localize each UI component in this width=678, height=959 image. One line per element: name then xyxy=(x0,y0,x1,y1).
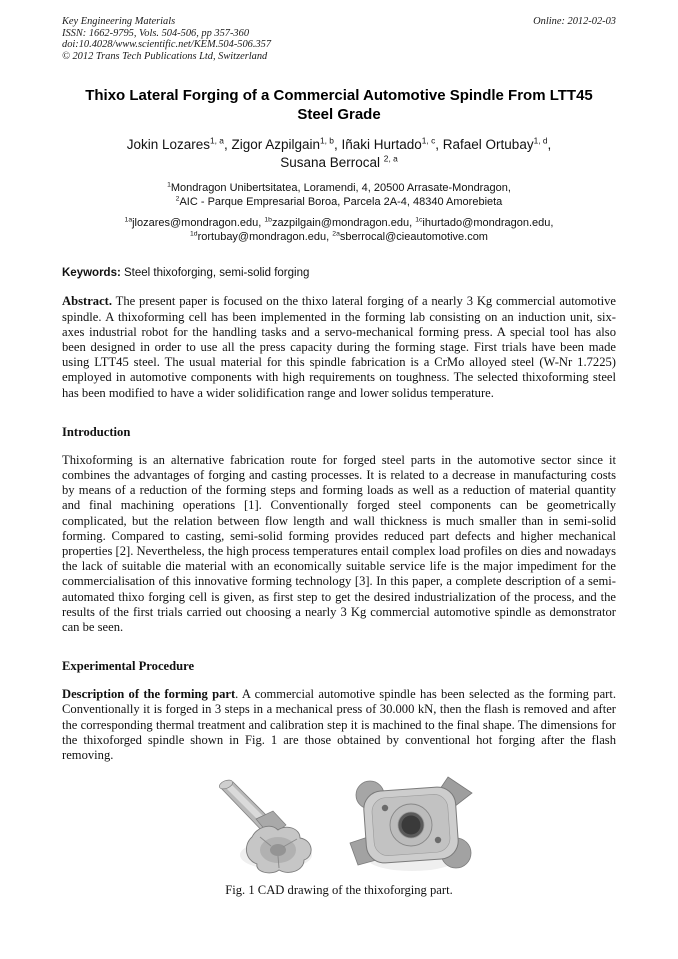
author-separator: , xyxy=(547,137,552,153)
author-sup: 1, d xyxy=(533,135,548,146)
affiliation-line xyxy=(62,195,616,209)
author-sup: 1, c xyxy=(421,135,436,146)
section-heading-introduction: Introduction xyxy=(62,424,131,439)
keywords-line xyxy=(62,266,616,281)
description-lead: Description of the forming part xyxy=(62,687,236,702)
figure-1 xyxy=(62,773,616,875)
keywords-label: Keywords: xyxy=(62,267,121,280)
email-address: ihurtado@mondragon.edu, xyxy=(422,217,554,230)
journal-header xyxy=(62,16,616,62)
description-paragraph xyxy=(62,687,616,763)
cad-drawing-spindle-side-view xyxy=(200,777,328,875)
author-separator: , xyxy=(223,137,232,153)
email-sup: 1c xyxy=(415,216,423,224)
author-name: Iñaki Hurtado xyxy=(341,137,422,153)
author-name: Jokin Lozares xyxy=(126,137,210,153)
authors-line xyxy=(62,136,616,171)
author-separator: , xyxy=(435,137,443,153)
email-sup: 1a xyxy=(124,216,133,224)
affiliation-text: AIC - Parque Empresarial Boroa, Parcela 2A-4, 48340 Amorebieta xyxy=(179,196,503,209)
author-name: Susana Berrocal xyxy=(280,154,384,170)
author-name: Rafael Ortubay xyxy=(442,137,534,153)
email-address: zazpilgain@mondragon.edu, xyxy=(271,217,416,230)
introduction-paragraph: Thixoforming is an alternative fabrication route for forged steel parts in the automotive sector since it combines the advantages of forging and casting processes. It is related to a decrease in manufacturing costs by means of a reduction of the forming steps and forming loads as well as a reduction of material quantity and final machining operations [1]. Conventionally forged steel components can be geometrically complicated, but the relation between flow length and wall thickness is much smaller than in semi-solid forming. Compared to casting, semi-solid forming provides reduced part defects and higher mechanical properties [2]. Nevertheless, the high process temperatures entail complex load profiles on dies and nowadays the lack of suitable die material with an economically suitable service life is the major impediment for the commercialisation of this innovative forming technology [3]. In this paper, a complete description of a semi-automated thixo forging cell is given, as first step to get the desired industrialization of the process, and the results of the first trials carried out choosing a nearly 3 Kg commercial automotive spindle as demonstrator can be seen. xyxy=(62,452,616,635)
section-heading-experimental: Experimental Procedure xyxy=(62,659,195,674)
paper-title: Thixo Lateral Forging of a Commercial Automotive Spindle From LTT45 Steel Grade xyxy=(85,87,593,124)
figure-caption: Fig. 1 CAD drawing of the thixoforging part. xyxy=(225,883,453,898)
journal-header-left xyxy=(62,16,271,62)
email-sup: 1b xyxy=(264,216,272,224)
email-address: rortubay@mondragon.edu, xyxy=(197,231,333,244)
email-sup: 2a xyxy=(332,230,340,238)
emails-line xyxy=(62,230,616,244)
affiliation-text: Mondragon Unibertsitatea, Loramendi, 4, 20500 Arrasate-Mondragon, xyxy=(170,182,511,195)
copyright-line: © 2012 Trans Tech Publications Ltd, Switzerland xyxy=(62,50,268,62)
email-sup: 1d xyxy=(190,230,198,238)
author-sup: 1, a xyxy=(209,135,224,146)
email-address: jlozares@mondragon.edu, xyxy=(132,217,265,230)
journal-name: Key Engineering Materials xyxy=(62,16,176,27)
issn-line: ISSN: 1662-9795, Vols. 504-506, pp 357-360 xyxy=(62,27,250,39)
author-emails xyxy=(62,216,616,244)
doi-line: doi:10.4028/www.scientific.net/KEM.504-506.357 xyxy=(62,39,272,51)
keywords-text: Steel thixoforging, semi-solid forging xyxy=(120,267,310,280)
author-separator: , xyxy=(333,137,342,153)
author-sup: 2, a xyxy=(383,153,398,164)
abstract-paragraph xyxy=(62,294,616,400)
email-address: sberrocal@cieautomotive.com xyxy=(339,231,488,244)
abstract-label: Abstract. xyxy=(62,294,113,309)
author-name: Zigor Azpilgain xyxy=(231,137,321,153)
emails-line xyxy=(62,216,616,230)
cad-drawing-spindle-front-view xyxy=(344,773,478,875)
author-sup: 1, b xyxy=(320,135,334,146)
affiliation-line xyxy=(62,181,616,195)
online-date: Online: 2012-02-03 xyxy=(533,16,616,27)
affiliations xyxy=(62,181,616,209)
affiliation-sup: 2 xyxy=(175,195,180,203)
affiliation-sup: 1 xyxy=(167,181,171,189)
description-text: . A commercial automotive spindle has been selected as the forming part. Conventionally it is forged in 3 steps in a mechanical press of 30.000 kN, then the flash is removed and after the corresponding thermal treatment and calibration step it is machined to the final shape. The dimensions for the thixoforged spindle shown in Fig. 1 are those obtained by conventional hot forging after the flash removing. xyxy=(62,687,616,763)
abstract-text: The present paper is focused on the thixo lateral forging of a nearly 3 Kg commercial automotive spindle. A thixoforming cell has been implemented in the forming lab consisting on an induction unit, six-axes industrial robot for the handling tasks and a servo-mechanical forming press. A special tool has also been designed in order to use all the press capacity during the forming stage. First trials have been made using LTT45 steel. The usual material for this spindle fabrication is a CrMo alloyed steel (W-Nr 1.7225) employed in automotive components with high requirements on toughness. The selected thixoforming steel has been modified to have a wider solidification range and lower solidus temperature. xyxy=(62,294,616,400)
